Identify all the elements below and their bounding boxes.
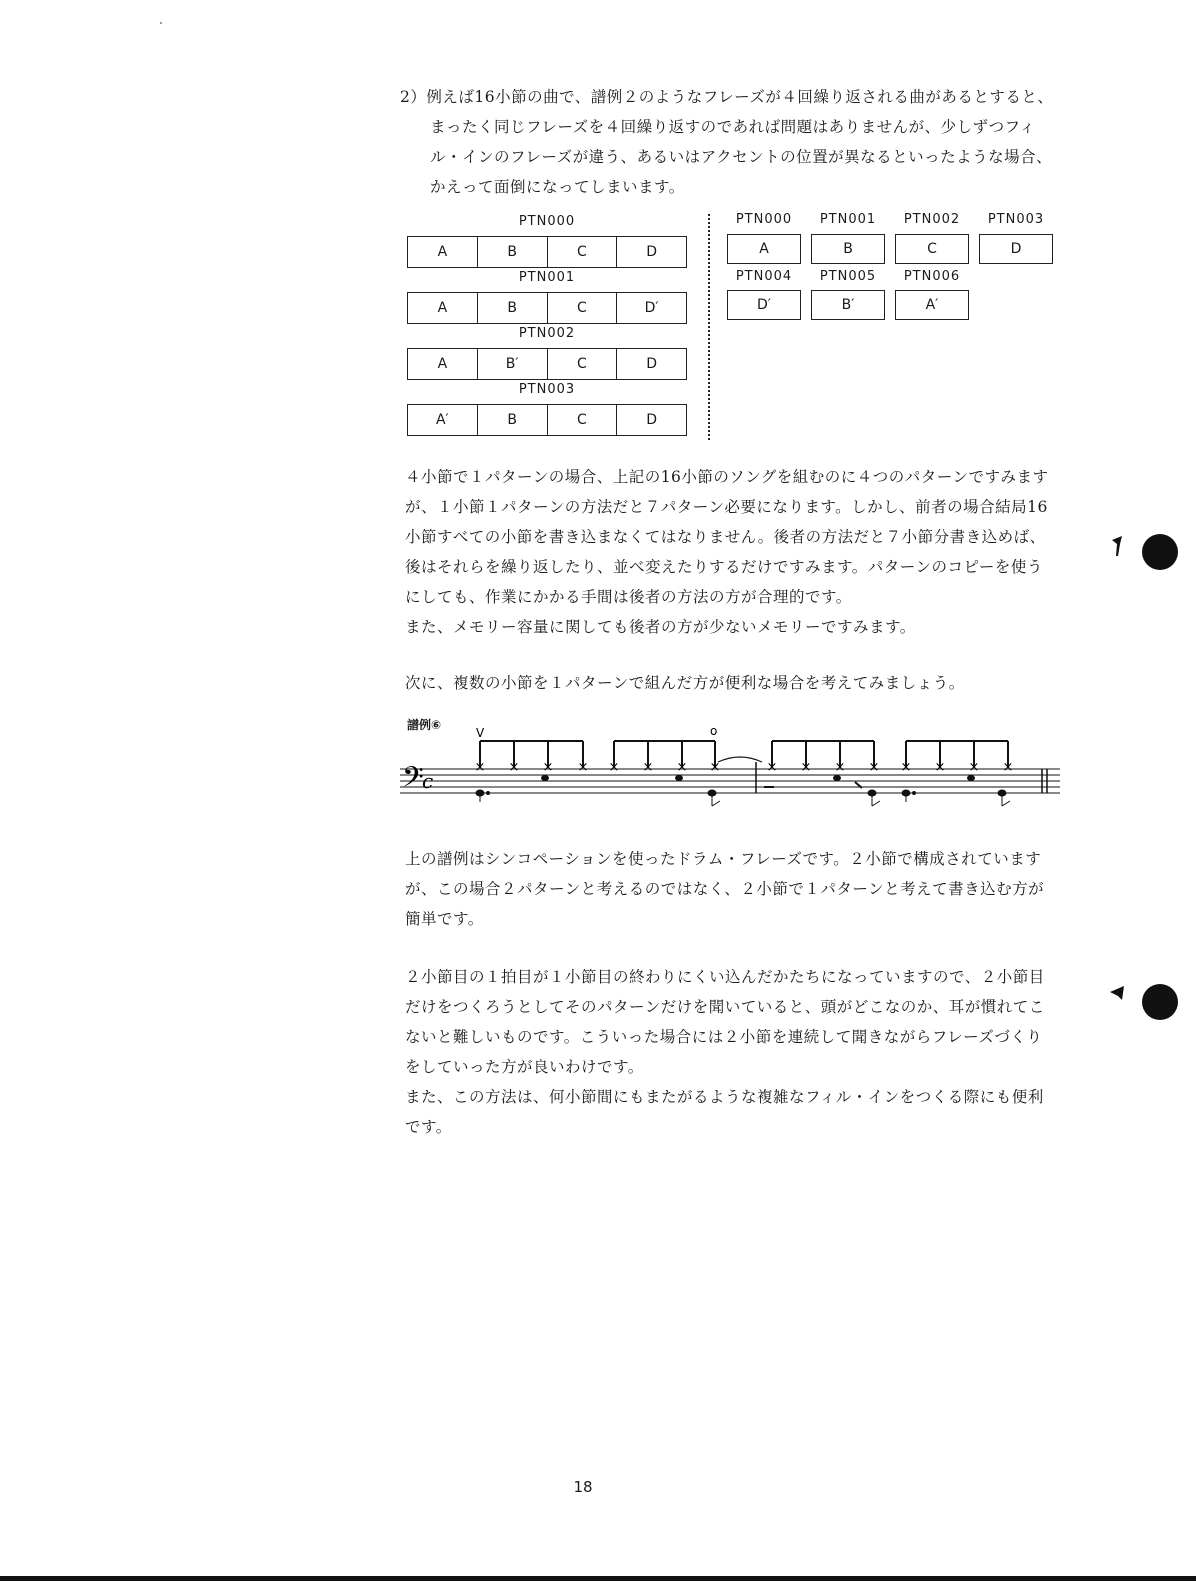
beams xyxy=(480,741,1008,767)
svg-text:×: × xyxy=(1002,760,1014,775)
time-signature: c xyxy=(422,769,434,793)
svg-text:×: × xyxy=(868,760,880,775)
binding-hole-icon xyxy=(1100,528,1180,578)
tie xyxy=(718,757,762,762)
svg-text:×: × xyxy=(508,760,520,775)
bar-cell: D xyxy=(617,405,687,435)
pattern-box: A′ xyxy=(895,290,969,320)
diagram-divider xyxy=(708,214,710,440)
bar-cell: C xyxy=(548,405,618,435)
text-line: をしていった方が良いわけです。 xyxy=(405,1058,644,1076)
text-line: です。 xyxy=(405,1118,452,1136)
svg-text:×: × xyxy=(577,760,589,775)
score-title: 譜例⑥ xyxy=(407,718,442,732)
svg-text:×: × xyxy=(608,760,620,775)
bar-cell: C xyxy=(548,237,618,267)
pattern-label: PTN000 xyxy=(735,212,793,227)
text-line: ないと難しいものです。こういった場合には２小節を連続して聞きながらフレーズづくり xyxy=(405,1028,1043,1046)
pattern-label: PTN003 xyxy=(987,212,1045,227)
bar-cell: B xyxy=(478,293,548,323)
intro-paragraph xyxy=(400,82,1090,202)
text-line: ル・インのフレーズが違う、あるいはアクセントの位置が異なるといったような場合、 xyxy=(430,148,1053,166)
pattern-box: D xyxy=(979,234,1053,264)
pattern-label: PTN002 xyxy=(903,212,961,227)
bar-cell: C xyxy=(548,293,618,323)
text-line: かえって面倒になってしまいます。 xyxy=(430,178,685,196)
svg-text:×: × xyxy=(676,760,688,775)
paragraph-2 xyxy=(405,668,1095,698)
svg-text:×: × xyxy=(766,760,778,775)
text-line: まったく同じフレーズを４回繰り返すのであれば問題はありませんが、少しずつフィ xyxy=(430,118,1036,136)
pattern-label: PTN000 xyxy=(518,214,576,229)
text-line: ４小節で１パターンの場合、上記の16小節のソングを組むのに４つのパターンですみます xyxy=(405,468,1049,486)
accent-mark: V xyxy=(476,726,485,740)
bar-cell: A xyxy=(407,293,478,323)
page-number: 18 xyxy=(573,1478,593,1496)
pattern-box: C xyxy=(895,234,969,264)
open-hihat-mark: o xyxy=(710,724,718,738)
text-line: が、１小節１パターンの方法だと７パターン必要になります。しかし、前者の場合結局16 xyxy=(405,498,1048,516)
paragraph-4 xyxy=(405,962,1095,1142)
text-line: ２小節目の１拍目が１小節目の終わりにくい込んだかたちになっていますので、２小節目 xyxy=(405,968,1045,986)
svg-text:×: × xyxy=(834,760,846,775)
scan-speck xyxy=(160,22,162,24)
bar-cell: D xyxy=(617,237,687,267)
svg-text:×: × xyxy=(934,760,946,775)
bar-cell: B xyxy=(478,237,548,267)
bar-cell: A xyxy=(407,349,478,379)
text-line: また、メモリー容量に関しても後者の方が少ないメモリーですみます。 xyxy=(405,618,916,636)
bar-cell: B xyxy=(478,405,548,435)
svg-text:×: × xyxy=(968,760,980,775)
pattern-box: A xyxy=(727,234,801,264)
text-line: 小節すべての小節を書き込まなくてはなりません。後者の方法だと７小節分書き込めば、 xyxy=(405,528,1046,546)
text-line: 上の譜例はシンコペーションを使ったドラム・フレーズです。２小節で構成されています xyxy=(405,850,1042,868)
pattern-box: D′ xyxy=(727,290,801,320)
svg-text:×: × xyxy=(900,760,912,775)
svg-text:×: × xyxy=(642,760,654,775)
bass-clef-icon: 𝄢 xyxy=(402,761,424,801)
text-line: にしても、作業にかかる手間は後者の方法の方が合理的です。 xyxy=(405,588,852,606)
pattern-bar xyxy=(407,404,687,436)
pattern-bar xyxy=(407,348,687,380)
bar-cell: D′ xyxy=(617,293,687,323)
text-line: 次に、複数の小節を１パターンで組んだ方が便利な場合を考えてみましょう。 xyxy=(405,674,965,692)
svg-text:×: × xyxy=(800,760,812,775)
bar-cell: A′ xyxy=(407,405,478,435)
hihat-notes xyxy=(475,760,1014,775)
pattern-label: PTN003 xyxy=(518,382,576,397)
paragraph-1 xyxy=(405,462,1095,642)
pattern-label: PTN001 xyxy=(819,212,877,227)
pattern-label: PTN005 xyxy=(819,269,877,284)
pattern-label: PTN001 xyxy=(518,270,576,285)
svg-text:×: × xyxy=(474,760,486,775)
pattern-label: PTN002 xyxy=(518,326,576,341)
text-line: 2）例えば16小節の曲で、譜例２のようなフレーズが４回繰り返される曲があるとすると、 xyxy=(400,88,1054,106)
svg-text:×: × xyxy=(709,760,721,775)
text-line: 後はそれらを繰り返したり、並べ変えたりするだけですみます。パターンのコピーを使う xyxy=(405,558,1043,576)
bar-cell: D xyxy=(617,349,687,379)
bar-cell: C xyxy=(548,349,618,379)
staff-lines xyxy=(400,769,1060,793)
bottom-edge-rule xyxy=(0,1576,1196,1581)
pattern-label: PTN006 xyxy=(903,269,961,284)
text-line: が、この場合２パターンと考えるのではなく、２小節で１パターンと考えて書き込む方が xyxy=(405,880,1045,898)
pattern-box: B′ xyxy=(811,290,885,320)
bar-cell: A xyxy=(407,237,478,267)
pattern-bar xyxy=(407,236,687,268)
paragraph-3 xyxy=(405,844,1095,934)
pattern-box: B xyxy=(811,234,885,264)
svg-text:×: × xyxy=(542,760,554,775)
pattern-bar xyxy=(407,292,687,324)
bass-drum-notes xyxy=(476,790,1010,806)
bar-cell: B′ xyxy=(478,349,548,379)
pattern-label: PTN004 xyxy=(735,269,793,284)
drum-score xyxy=(400,722,1060,822)
text-line: 簡単です。 xyxy=(405,910,484,928)
snare-notes xyxy=(541,775,975,781)
text-line: だけをつくろうとしてそのパターンだけを聞いていると、頭がどこなのか、耳が慣れてこ xyxy=(405,998,1045,1016)
binding-hole-icon xyxy=(1100,978,1180,1028)
text-line: また、この方法は、何小節間にもまたがるような複雑なフィル・インをつくる際にも便利 xyxy=(405,1088,1044,1106)
